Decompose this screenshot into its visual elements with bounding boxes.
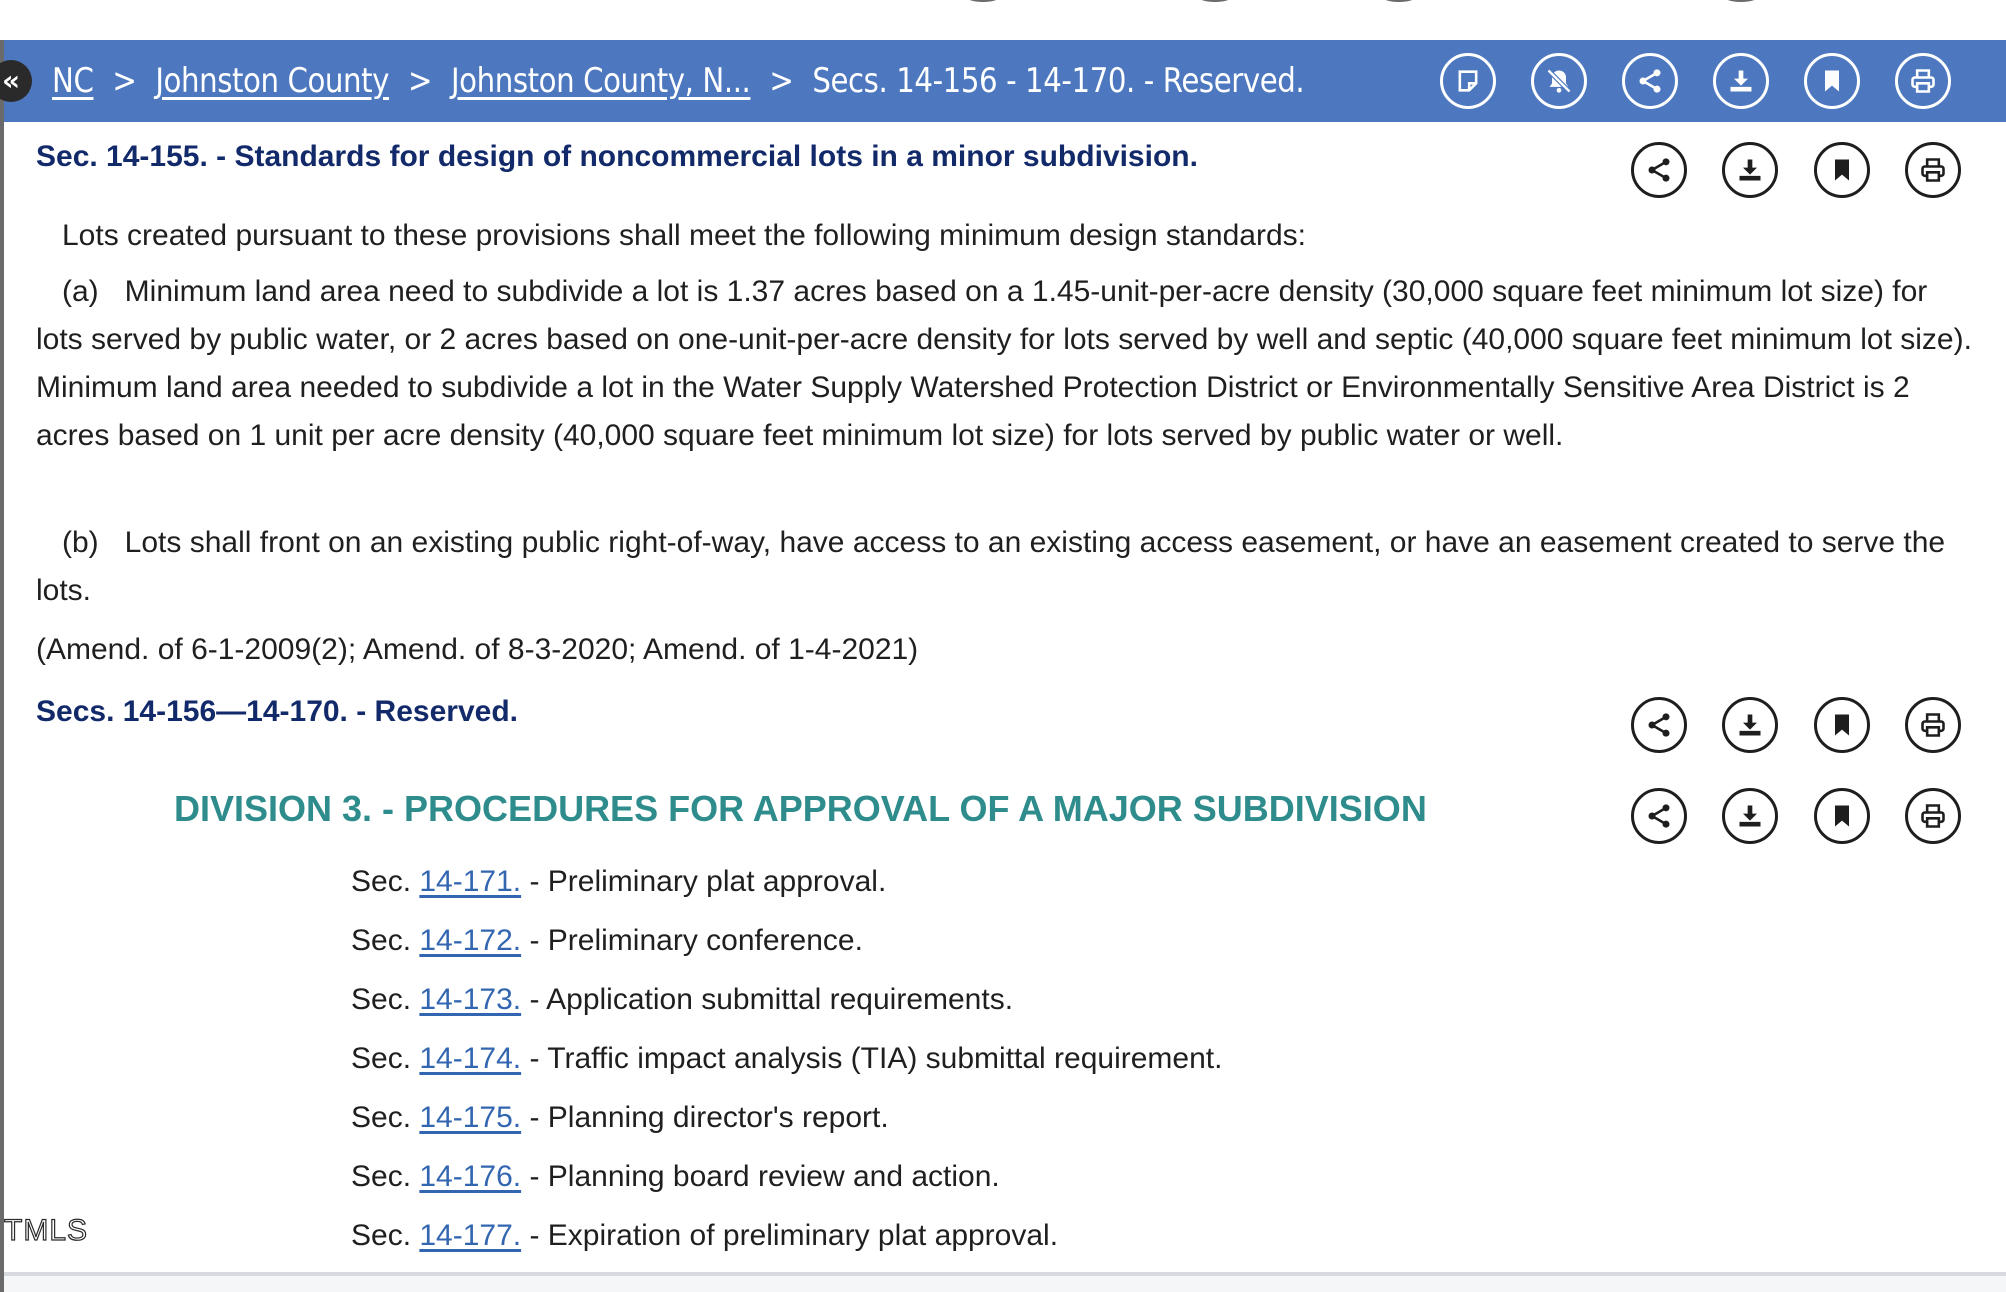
print-icon (1919, 802, 1947, 830)
bookmark-icon (1828, 156, 1856, 184)
notes-icon (1454, 67, 1482, 95)
share-button[interactable] (1631, 142, 1687, 198)
breadcrumb-separator: > (407, 61, 433, 101)
toc-link-14-176[interactable]: 14-176. (419, 1160, 522, 1193)
toc-item (351, 921, 1551, 980)
section-title-14-156[interactable]: Secs. 14-156—14-170. - Reserved. (36, 695, 518, 728)
item-label: (b) (62, 526, 99, 559)
download-icon (1736, 156, 1764, 184)
toc-title: - Traffic impact analysis (TIA) submittal requirement. (529, 1042, 1223, 1075)
breadcrumb-separator: > (112, 61, 137, 101)
toc-item (351, 1157, 1551, 1216)
alerts-off-icon (1545, 67, 1573, 95)
share-icon (1645, 711, 1673, 739)
list-item-a (36, 268, 1976, 460)
notes-button[interactable] (1440, 53, 1496, 109)
breadcrumb-link-johnston-county[interactable]: Johnston County (155, 61, 390, 101)
share-button[interactable] (1622, 53, 1678, 109)
toc-item (351, 1216, 1551, 1275)
print-button[interactable] (1895, 53, 1951, 109)
bookmark-button[interactable] (1814, 142, 1870, 198)
toc-title: - Planning board review and action. (529, 1160, 1000, 1193)
share-button[interactable] (1631, 697, 1687, 753)
share-icon (1645, 156, 1673, 184)
toc-prefix: Sec. (351, 1219, 412, 1252)
print-icon (1919, 711, 1947, 739)
toc-link-14-171[interactable]: 14-171. (419, 865, 522, 898)
bookmark-icon (1818, 67, 1846, 95)
toc-link-14-175[interactable]: 14-175. (419, 1101, 522, 1134)
bookmark-button[interactable] (1814, 788, 1870, 844)
toc-prefix: Sec. (351, 983, 412, 1016)
toc-link-14-177[interactable]: 14-177. (419, 1219, 522, 1252)
print-button[interactable] (1905, 142, 1961, 198)
toc-title: - Preliminary plat approval. (529, 865, 887, 898)
print-button[interactable] (1905, 788, 1961, 844)
print-icon (1919, 156, 1947, 184)
bookmark-icon (1828, 711, 1856, 739)
bookmark-icon (1828, 802, 1856, 830)
double-chevron-left-icon: « (1, 64, 21, 97)
item-text: Minimum land area need to subdivide a lot is 1.37 acres based on a 1.45-unit-per-acre density (30,000 square feet minimum lot size) for lots served by public water, or 2 acres based on one-unit-per-acre density for lots served by well and septic (40,000 square feet minimum lot size). Minimum land area needed to subdivide a lot in the Water Supply Watershed Protection District or Environmentally Sensitive Area District is 2 acres based on 1 unit per acre density (40,000 square feet minimum lot size) for lots served by public water or well. (36, 275, 1972, 452)
download-icon (1736, 711, 1764, 739)
download-button[interactable] (1713, 53, 1769, 109)
decorative-dot (1722, 0, 1760, 2)
collapse-sidebar-button[interactable] (0, 60, 32, 102)
download-button[interactable] (1722, 788, 1778, 844)
decorative-dot (1380, 0, 1418, 2)
item-label: (a) (62, 275, 99, 308)
toc-item (351, 1039, 1551, 1098)
toc-item (351, 862, 1551, 921)
download-icon (1727, 67, 1755, 95)
breadcrumb-separator: > (769, 61, 794, 101)
share-button[interactable] (1631, 788, 1687, 844)
toc-item (351, 1098, 1551, 1157)
toc-title: - Preliminary conference. (529, 924, 863, 957)
breadcrumb (52, 40, 1304, 122)
breadcrumb-link-johnston-county-nc[interactable]: Johnston County, N... (450, 61, 751, 101)
division-toc (351, 862, 1551, 1275)
toolbar (1, 40, 2006, 122)
download-icon (1736, 802, 1764, 830)
section-intro: Lots created pursuant to these provisions shall meet the following minimum design standards: (62, 219, 1306, 252)
toc-item (351, 980, 1551, 1039)
share-icon (1645, 802, 1673, 830)
toc-prefix: Sec. (351, 1101, 412, 1134)
toc-prefix: Sec. (351, 924, 412, 957)
bottom-bar (4, 1276, 2006, 1292)
toc-prefix: Sec. (351, 1160, 412, 1193)
amendment-history: (Amend. of 6-1-2009(2); Amend. of 8-3-2020; Amend. of 1-4-2021) (36, 633, 919, 666)
alerts-off-button[interactable] (1531, 53, 1587, 109)
main-content (0, 122, 2006, 1270)
print-icon (1909, 67, 1937, 95)
section-title-14-155[interactable]: Sec. 14-155. - Standards for design of noncommercial lots in a minor subdivision. (36, 140, 1198, 173)
item-text: Lots shall front on an existing public right-of-way, have access to an existing access easement, or have an easement created to serve the lots. (36, 526, 1946, 607)
toc-link-14-173[interactable]: 14-173. (419, 983, 522, 1016)
breadcrumb-link-nc[interactable]: NC (52, 61, 94, 101)
bookmark-button[interactable] (1804, 53, 1860, 109)
toc-prefix: Sec. (351, 865, 412, 898)
watermark: TMLS (4, 1214, 89, 1247)
decorative-dot (1196, 0, 1234, 2)
list-item-b (36, 519, 1976, 615)
toc-link-14-174[interactable]: 14-174. (419, 1042, 522, 1075)
breadcrumb-current: Secs. 14-156 - 14-170. - Reserved. (812, 61, 1305, 101)
toc-prefix: Sec. (351, 1042, 412, 1075)
toc-title: - Application submittal requirements. (529, 983, 1014, 1016)
top-strip (0, 0, 2006, 40)
toc-title: - Planning director's report. (529, 1101, 889, 1134)
download-button[interactable] (1722, 142, 1778, 198)
decorative-dot (964, 0, 1002, 2)
print-button[interactable] (1905, 697, 1961, 753)
toc-title: - Expiration of preliminary plat approval. (529, 1219, 1059, 1252)
toc-link-14-172[interactable]: 14-172. (419, 924, 522, 957)
division-title[interactable]: DIVISION 3. - PROCEDURES FOR APPROVAL OF A MAJOR SUBDIVISION (174, 788, 1427, 829)
download-button[interactable] (1722, 697, 1778, 753)
share-icon (1636, 67, 1664, 95)
bookmark-button[interactable] (1814, 697, 1870, 753)
